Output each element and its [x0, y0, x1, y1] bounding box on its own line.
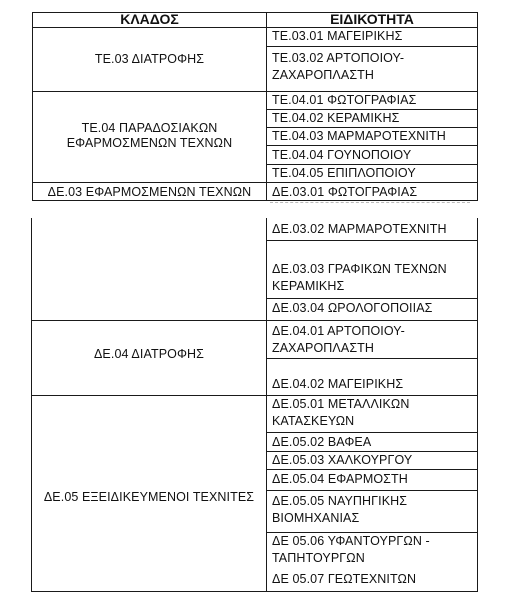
specialty-de0506: ΔΕ 05.06 ΥΦΑΝΤΟΥΡΓΩΝ - ΤΑΠΗΤΟΥΡΓΩΝ: [272, 534, 430, 565]
specialty-de0503: ΔΕ.05.03 ΧΑΛΚΟΥΡΓΟΥ: [272, 453, 413, 467]
table-part-2: [0, 210, 528, 600]
specialty-de0504: ΔΕ.05.04 ΕΦΑΡΜΟΣΤΗ: [272, 472, 408, 486]
specialty-te0301: ΤΕ.03.01 ΜΑΓΕΙΡΙΚΗΣ: [272, 29, 403, 43]
branch-te03: ΤΕ.03 ΔΙΑΤΡΟΦΗΣ: [94, 52, 205, 66]
specialty-de0303: ΔΕ.03.03 ΓΡΑΦΙΚΩΝ ΤΕΧΝΩΝ ΚΕΡΑΜΙΚΗΣ: [272, 262, 447, 293]
specialty-te0302: ΤΕ.03.02 ΑΡΤΟΠΟΙΟΥ- ΖΑΧΑΡΟΠΛΑΣΤΗ: [272, 51, 405, 82]
branch-de05: ΔΕ.05 ΕΞΕΙΔΙΚΕΥΜΕΝΟΙ ΤΕΧΝΙΤΕΣ: [43, 490, 255, 504]
specialty-te0401: ΤΕ.04.01 ΦΩΤΟΓΡΑΦΙΑΣ: [272, 93, 417, 107]
specialty-de0507: ΔΕ 05.07 ΓΕΩΤΕΧΝΙΤΩΝ: [272, 572, 417, 586]
specialty-de0502: ΔΕ.05.02 ΒΑΦΕΑ: [272, 435, 372, 449]
specialty-de0301: ΔΕ.03.01 ΦΩΤΟΓΡΑΦΙΑΣ: [272, 185, 418, 199]
header-specialty: ΕΙΔΙΚΟΤΗΤΑ: [330, 11, 414, 27]
specialty-de0505: ΔΕ.05.05 ΝΑΥΠΗΓΙΚΗΣ ΒΙΟΜΗΧΑΝΙΑΣ: [272, 494, 408, 525]
specialty-de0401: ΔΕ.04.01 ΑΡΤΟΠΟΙΟΥ- ΖΑΧΑΡΟΠΛΑΣΤΗ: [272, 324, 405, 355]
specialty-de0402: ΔΕ.04.02 ΜΑΓΕΙΡΙΚΗΣ: [272, 377, 404, 391]
specialty-te0402: ΤΕ.04.02 ΚΕΡΑΜΙΚΗΣ: [272, 111, 400, 125]
branch-de04: ΔΕ.04 ΔΙΑΤΡΟΦΗΣ: [93, 347, 204, 361]
specialty-de0302: ΔΕ.03.02 ΜΑΡΜΑΡΟΤΕΧΝΙΤΗ: [272, 222, 447, 236]
specialty-te0403: ΤΕ.04.03 ΜΑΡΜΑΡΟΤΕΧΝΙΤΗ: [272, 129, 446, 143]
specialty-te0404: ΤΕ.04.04 ΓΟΥΝΟΠΟΙΟΥ: [272, 148, 412, 162]
specialty-de0304: ΔΕ.03.04 ΩΡΟΛΟΓΟΠΟΙΙΑΣ: [272, 301, 433, 315]
table-part-1: [0, 0, 528, 210]
branch-de03: ΔΕ.03 ΕΦΑΡΜΟΣΜΕΝΩΝ ΤΕΧΝΩΝ: [47, 185, 252, 199]
header-branch: ΚΛΑΔΟΣ: [120, 11, 179, 27]
specialty-te0405: ΤΕ.04.05 ΕΠΙΠΛΟΠΟΙΟΥ: [272, 166, 416, 180]
specialty-de0501: ΔΕ.05.01 ΜΕΤΑΛΛΙΚΩΝ ΚΑΤΑΣΚΕΥΩΝ: [272, 397, 410, 428]
branch-te04: ΤΕ.04 ΠΑΡΑΔΟΣΙΑΚΩΝ ΕΦΑΡΜΟΣΜΕΝΩΝ ΤΕΧΝΩΝ: [66, 121, 233, 150]
